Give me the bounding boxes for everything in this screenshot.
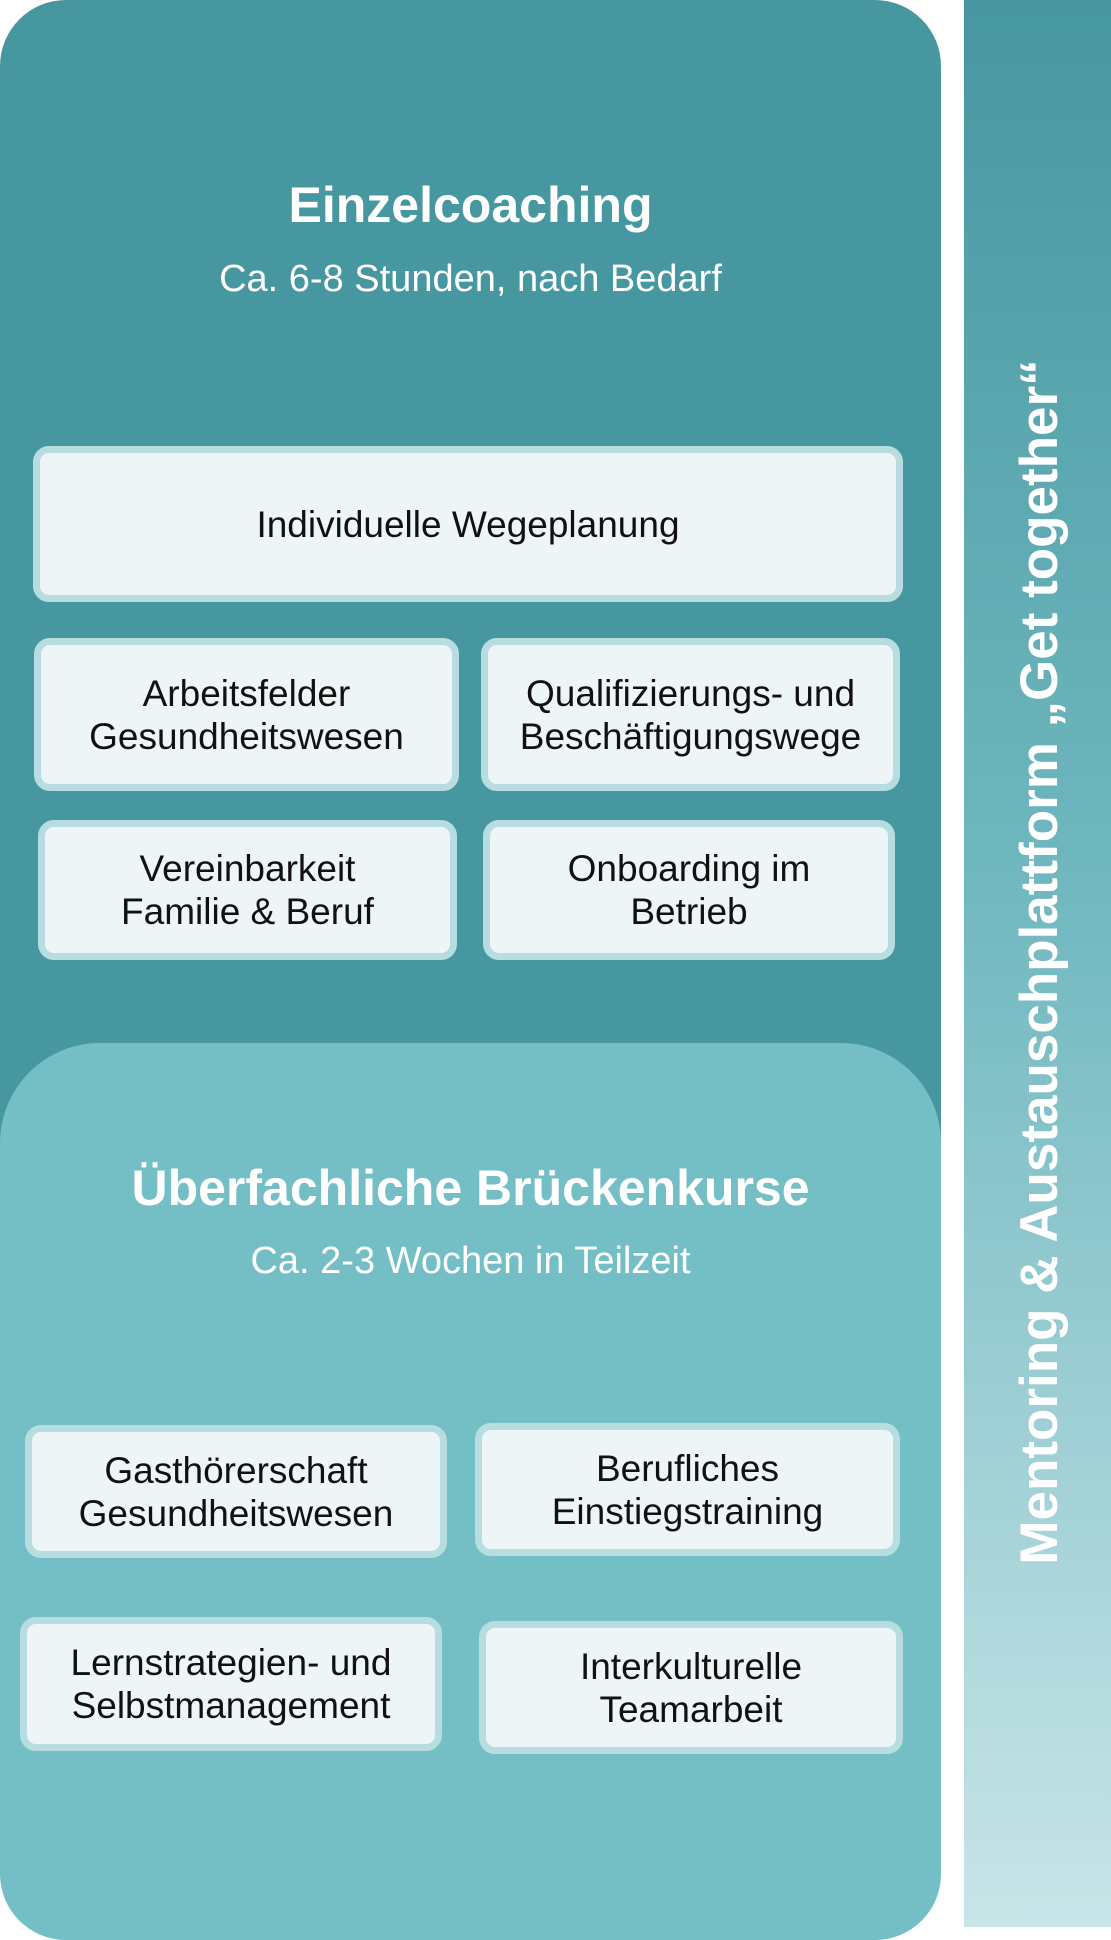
box-arbeitsfelder-gesundheitswesen: [34, 638, 459, 791]
box-gasthoererschaft-gesundheitswesen: [25, 1425, 447, 1558]
einzelcoaching-subtitle: Ca. 6-8 Stunden, nach Bedarf: [219, 258, 722, 300]
box-qualifizierungs-beschaeftigungswege: [481, 638, 900, 791]
brueckenkurse-title: Überfachliche Brückenkurse: [131, 1160, 810, 1216]
box-label: Lernstrategien- und Selbstmanagement: [70, 1642, 392, 1726]
box-label: Qualifizierungs- und Beschäftigungswege: [519, 672, 862, 757]
box-lernstrategien-selbstmanagement: [20, 1617, 442, 1751]
box-label: Vereinbarkeit Familie & Beruf: [121, 848, 374, 932]
einzelcoaching-title: Einzelcoaching: [288, 177, 653, 233]
box-label: Arbeitsfelder Gesundheitswesen: [89, 672, 404, 757]
mentoring-sidebar-label: Mentoring & Austauschplattform „Get together“: [1010, 359, 1069, 1565]
box-label: Gasthörerschaft Gesundheitswesen: [78, 1449, 394, 1534]
box-individuelle-wegeplanung: [33, 446, 903, 602]
box-onboarding-im-betrieb: [483, 820, 895, 960]
brueckenkurse-subtitle: Ca. 2-3 Wochen in Teilzeit: [250, 1240, 691, 1282]
box-interkulturelle-teamarbeit: [479, 1621, 903, 1754]
box-label: Onboarding im Betrieb: [567, 848, 811, 932]
box-label: Berufliches Einstiegstraining: [551, 1447, 824, 1532]
box-label: Individuelle Wegeplanung: [256, 503, 680, 545]
box-label: Interkulturelle Teamarbeit: [579, 1645, 803, 1730]
box-vereinbarkeit-familie-beruf: [38, 820, 457, 960]
box-berufliches-einstiegstraining: [475, 1423, 900, 1556]
